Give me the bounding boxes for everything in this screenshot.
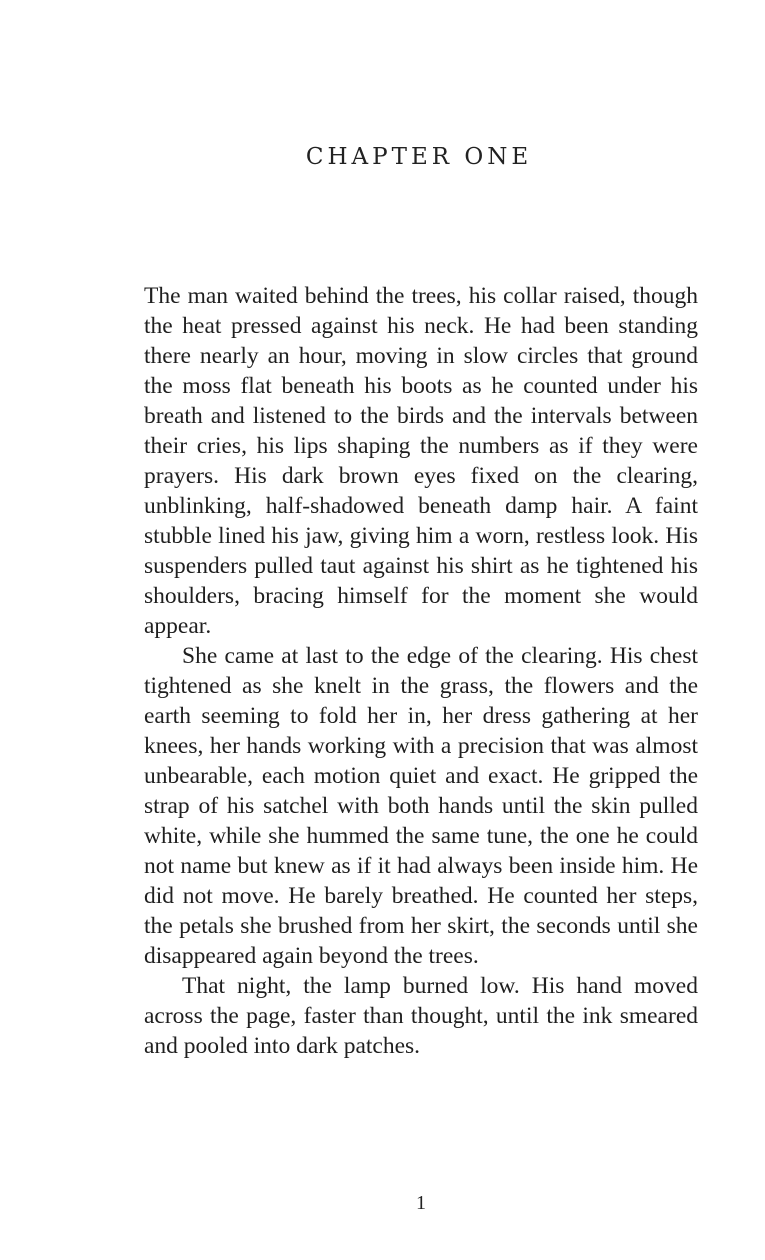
page-number: 1 — [416, 1192, 426, 1214]
paragraph-1: The man waited behind the trees, his collar raised, though the heat pressed against his neck. He had been standing there nearly an hour, moving in slow circles that ground the moss flat beneath his boots as he counted under his breath and listened to the birds and the intervals between their cries, his lips shaping the numbers as if they were prayers. His dark brown eyes fixed on the clearing, unblinking, half-shadowed beneath damp hair. A faint stubble lined his jaw, giving him a worn, restless look. His suspenders pulled taut against his shirt as he tightened his shoulders, bracing himself for the moment she would appear. — [144, 283, 698, 639]
paragraph-2: She came at last to the edge of the clearing. His chest tightened as she knelt in the grass, the flowers and the earth seeming to fold her in, her dress gathering at her knees, her hands working with a precision that was almost unbearable, each motion quiet and exact. He gripped the strap of his satchel with both hands until the skin pulled white, while she hummed the same tune, the one he could not name but knew as if it had always been inside him. He did not move. He barely breathed. He counted her steps, the petals she brushed from her skirt, the seconds until she disappeared again beyond the trees. — [144, 643, 698, 969]
chapter-heading: CHAPTER ONE — [305, 144, 533, 170]
chapter-body — [144, 281, 698, 1061]
paragraph-3: That night, the lamp burned low. His hand moved across the page, faster than thought, until the ink smeared and pooled into dark patches. — [144, 973, 698, 1059]
